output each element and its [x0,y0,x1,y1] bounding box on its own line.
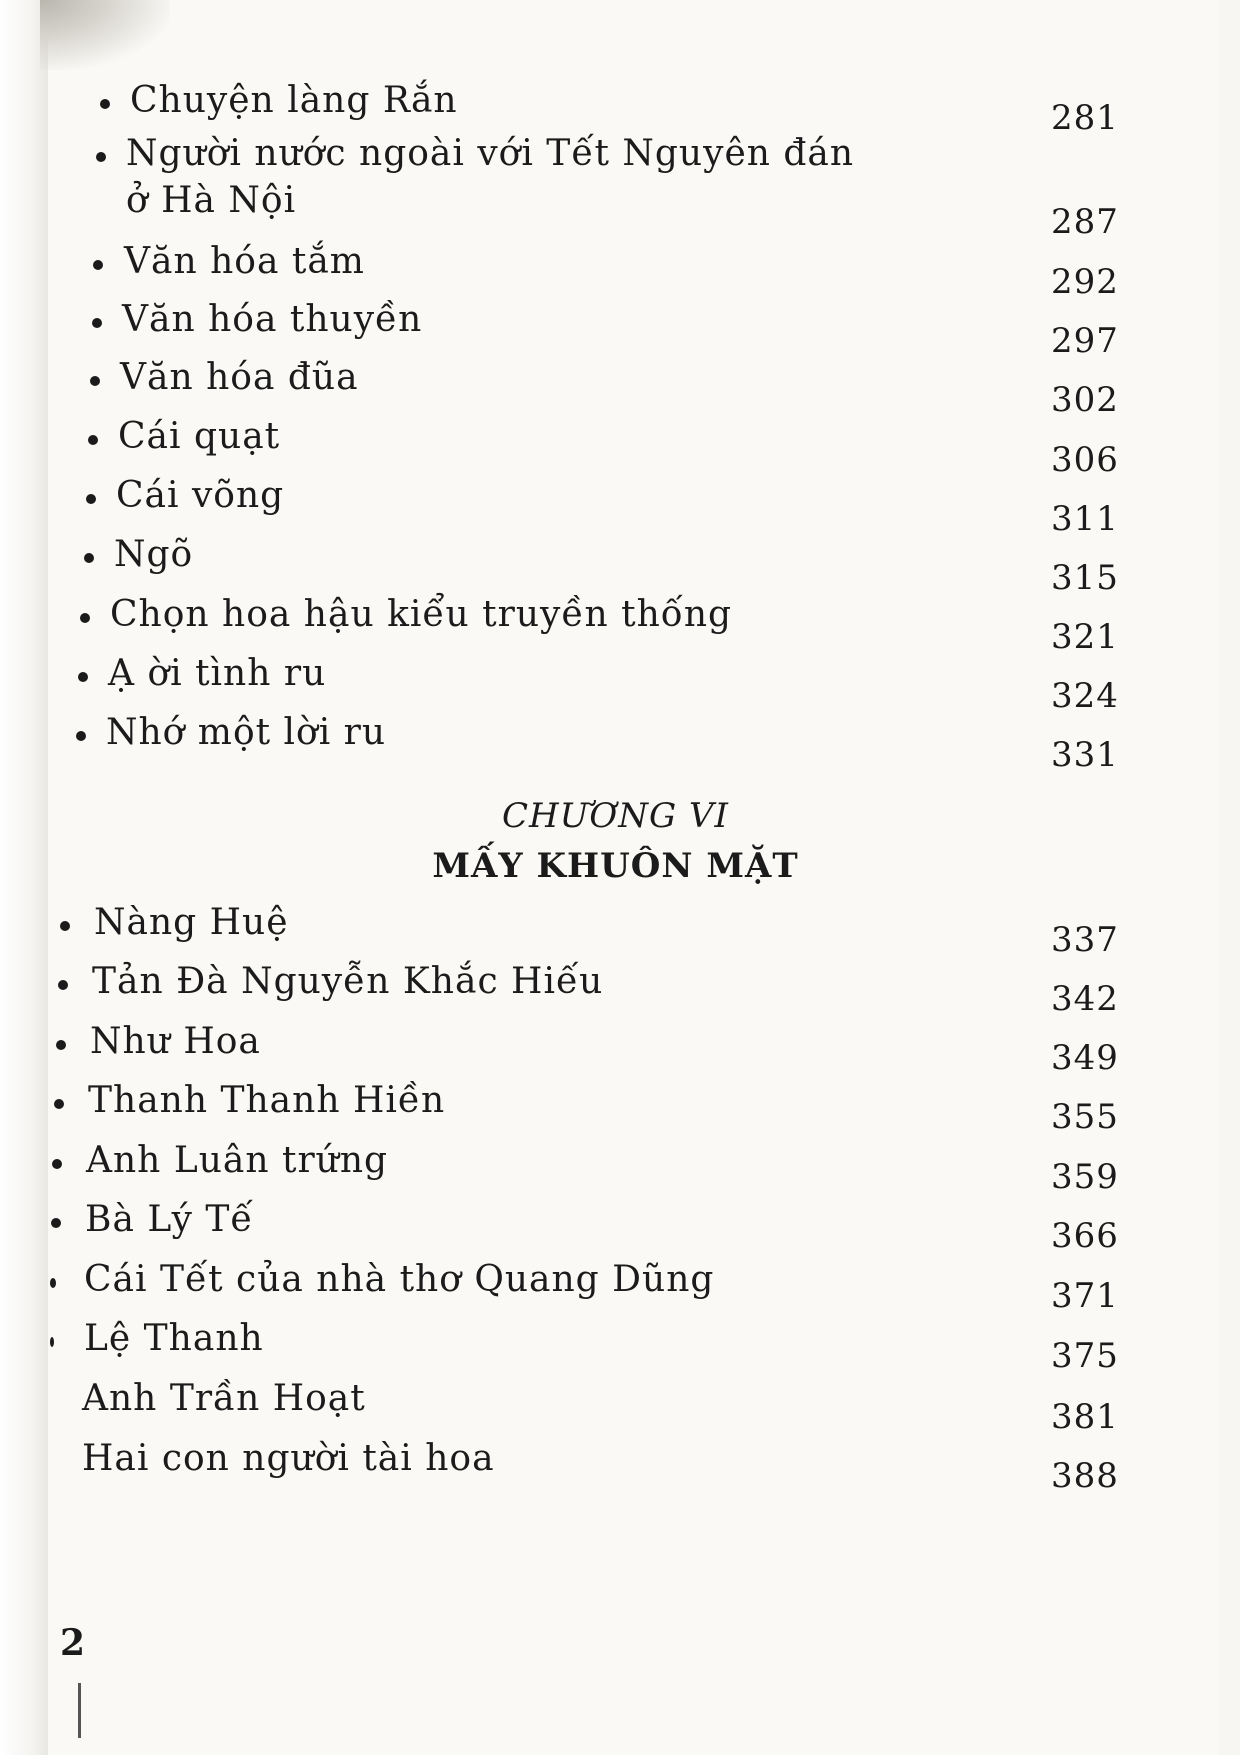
page-number: 2 [60,1622,86,1664]
toc-entry-title: Hai con người tài hoa [82,1438,495,1479]
toc-entry-title: Tản Đà Nguyễn Khắc Hiếu [92,961,604,1002]
toc-entry-page: 359 [1051,1157,1119,1197]
toc-entry-page: 311 [1051,499,1119,539]
toc-entry-page: 349 [1051,1038,1119,1078]
bullet-icon [58,980,68,990]
toc-entry-title: Văn hóa tắm [124,241,365,282]
toc-entry-page: 302 [1051,380,1119,420]
toc-entry-page: 337 [1051,920,1119,960]
toc-entry-page: 366 [1051,1216,1119,1256]
toc-entry-title: Văn hóa đũa [120,357,359,398]
toc-entry-page: 306 [1051,440,1119,480]
toc-entry-title: Lệ Thanh [84,1318,264,1359]
bullet-icon [78,672,88,682]
toc-entry-title: Văn hóa thuyền [122,299,423,340]
chapter-title: MẤY KHUÔN MẶT [432,846,799,886]
toc-entry-page: 324 [1051,676,1119,716]
toc-entry-title: Thanh Thanh Hiền [88,1080,446,1121]
bullet-icon [50,1278,56,1288]
bullet-icon [100,99,110,109]
chapter-label: CHƯƠNG VI [502,796,729,836]
toc-entry-title: Nhớ một lời ru [106,712,387,753]
page-gutter-shadow [0,0,48,1755]
toc-entry-title: Cái võng [116,475,285,516]
bullet-icon [84,553,94,563]
bullet-icon [60,921,70,931]
bullet-icon [56,1040,66,1050]
toc-entry-page: 371 [1051,1276,1119,1316]
toc-entry-title-continued: ở Hà Nội [126,180,297,221]
toc-entry-title: Anh Luân trứng [86,1140,389,1181]
toc-entry-title: Chuyện làng Rắn [130,80,458,121]
toc-entry-title: Bà Lý Tế [85,1199,254,1240]
toc-entry-page: 321 [1051,617,1119,657]
bullet-icon [88,435,98,445]
bullet-icon [76,731,86,741]
toc-entry-title: Nàng Huệ [94,902,289,943]
toc-entry-title: Ạ ời tình ru [108,653,327,694]
book-page [48,0,1218,1755]
bullet-icon [51,1218,61,1228]
toc-entry-page: 281 [1051,98,1119,138]
toc-entry-page: 287 [1051,202,1119,242]
toc-entry-title: Cái Tết của nhà thơ Quang Dũng [84,1259,715,1300]
toc-entry-page: 388 [1051,1456,1119,1496]
toc-entry-title: Chọn hoa hậu kiểu truyền thống [110,594,733,635]
bullet-icon [90,376,100,386]
toc-entry-page: 355 [1051,1097,1119,1137]
bullet-icon [50,1337,54,1347]
toc-entry-page: 292 [1051,262,1119,302]
toc-entry-page: 381 [1051,1397,1119,1437]
bullet-icon [93,260,103,270]
toc-entry-title: Như Hoa [90,1021,261,1062]
toc-entry-page: 331 [1051,735,1119,775]
bullet-icon [52,1159,62,1169]
page-edge-mark [78,1683,81,1738]
bullet-icon [96,152,106,162]
toc-entry-page: 297 [1051,321,1119,361]
toc-entry-page: 315 [1051,558,1119,598]
bullet-icon [80,613,90,623]
toc-entry-title: Cái quạt [118,416,281,457]
toc-entry-title: Ngõ [114,534,194,575]
bullet-icon [54,1099,64,1109]
toc-entry-title: Người nước ngoài với Tết Nguyên đán [126,133,855,174]
bullet-icon [86,494,96,504]
toc-entry-page: 342 [1051,979,1119,1019]
bullet-icon [92,318,102,328]
page-corner-shadow [40,0,170,70]
toc-entry-title: Anh Trần Hoạt [82,1378,366,1419]
toc-entry-page: 375 [1051,1336,1119,1376]
